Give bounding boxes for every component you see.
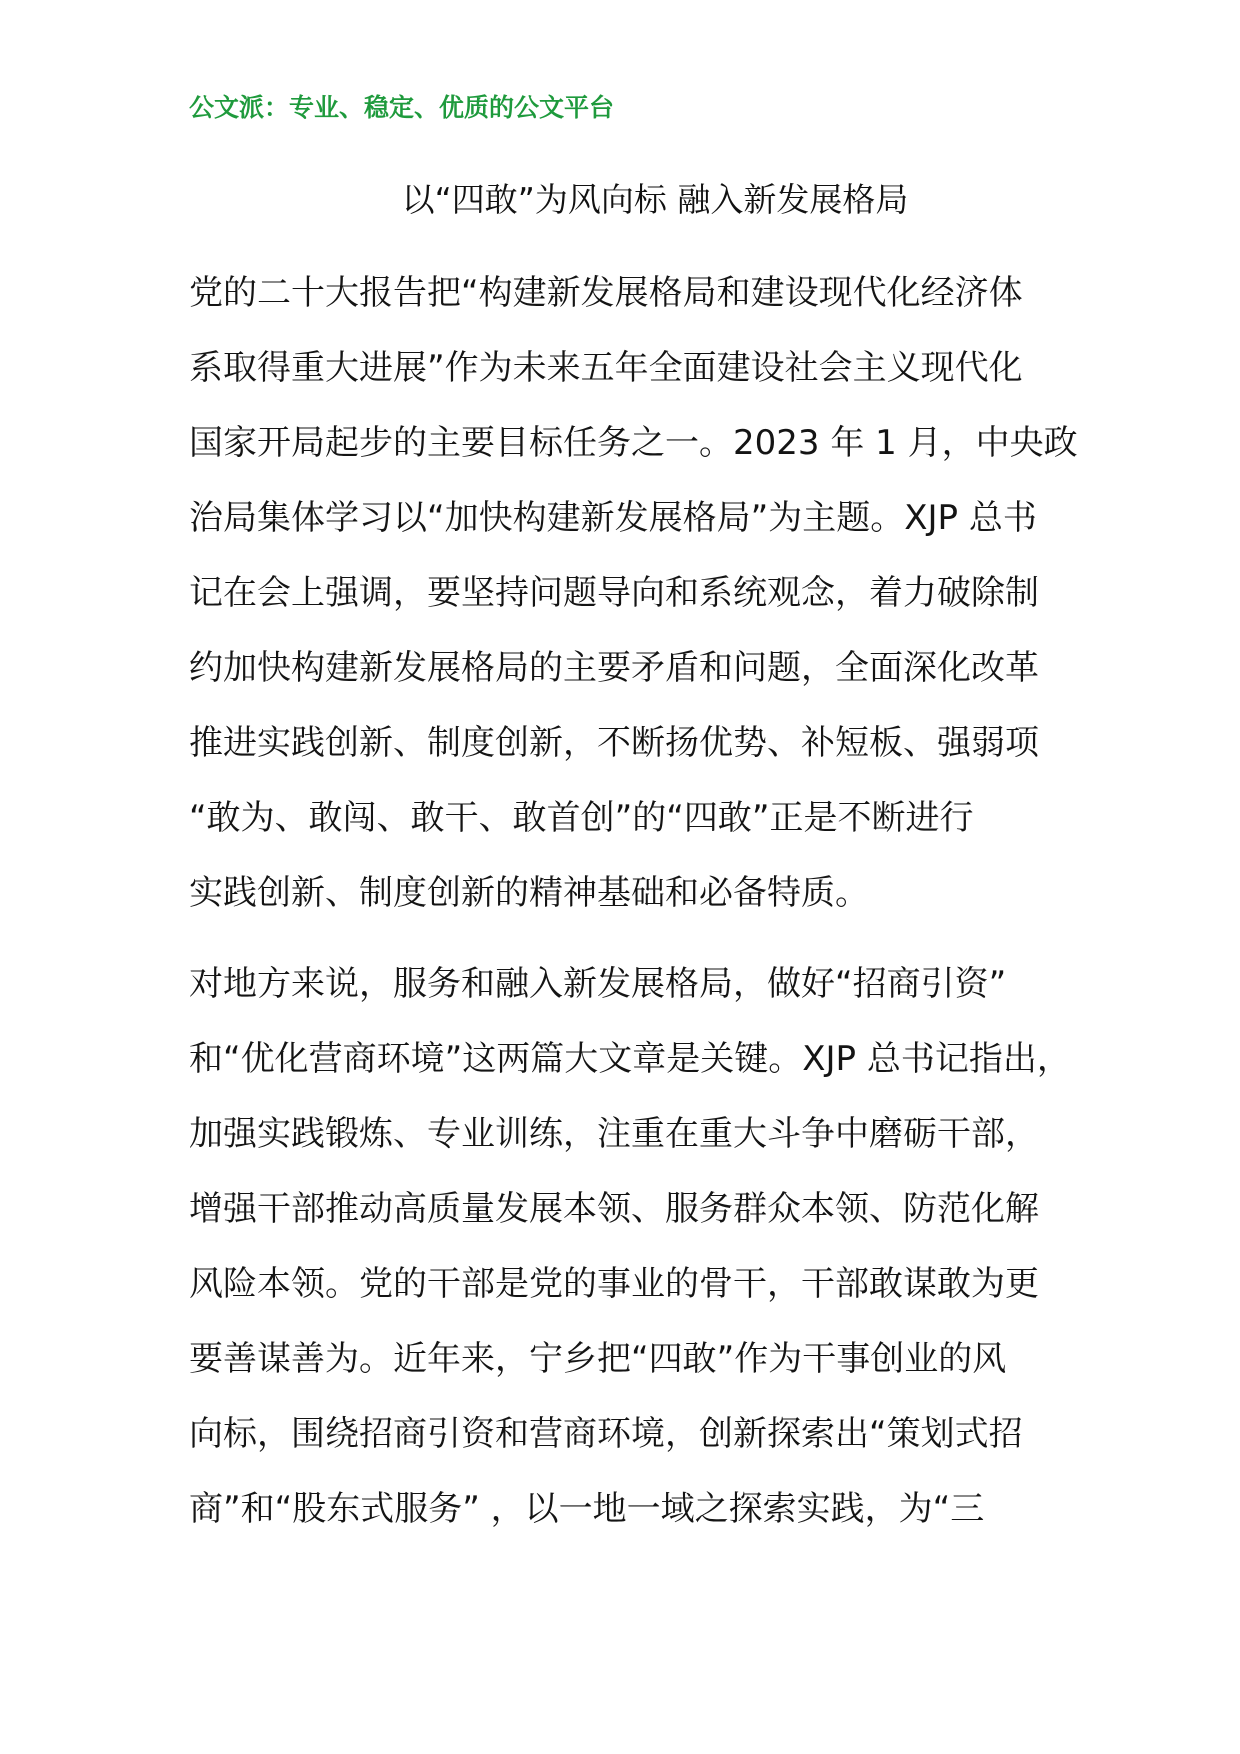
paragraph-line: 向标，围绕招商引资和营商环境，创新探索出“策划式招 (189, 1414, 1023, 1454)
paragraph-line: 治局集体学习以“加快构建新发展格局”为主题。XJP 总书 (189, 498, 1037, 538)
paragraph-line: 系取得重大进展”作为未来五年全面建设社会主义现代化 (189, 348, 1023, 388)
paragraph-line: 约加快构建新发展格局的主要矛盾和问题，全面深化改革 (189, 648, 1039, 688)
paragraph-line: 商”和“股东式服务” ，以一地一域之探索实践，为“三 (189, 1489, 985, 1529)
paragraph-1 (189, 256, 1078, 931)
site-slogan: 公文派：专业、稳定、优质的公文平台 (189, 93, 615, 122)
paragraph-line: 对地方来说，服务和融入新发展格局，做好“招商引资” (189, 964, 1007, 1004)
paragraph-line: 国家开局起步的主要目标任务之一。2023 年 1 月，中央政 (189, 423, 1078, 463)
document-title: 以“四敢”为风向标 融入新发展格局 (401, 180, 909, 219)
paragraph-line: 推进实践创新、制度创新，不断扬优势、补短板、强弱项 (189, 723, 1039, 763)
paragraph-line: 风险本领。党的干部是党的事业的骨干，干部敢谋敢为更 (189, 1264, 1039, 1304)
paragraph-line: 记在会上强调，要坚持问题导向和系统观念，着力破除制 (189, 573, 1039, 613)
paragraph-line: “敢为、敢闯、敢干、敢首创”的“四敢”正是不断进行 (189, 798, 974, 838)
paragraph-line: 加强实践锻炼、专业训练，注重在重大斗争中磨砺干部， (189, 1114, 1039, 1154)
paragraph-line: 党的二十大报告把“构建新发展格局和建设现代化经济体 (189, 273, 1023, 313)
paragraph-line: 增强干部推动高质量发展本领、服务群众本领、防范化解 (189, 1189, 1039, 1229)
paragraph-2 (189, 947, 1069, 1547)
paragraph-line: 和“优化营商环境”这两篇大文章是关键。XJP 总书记指出， (189, 1039, 1071, 1079)
paragraph-line: 要善谋善为。近年来，宁乡把“四敢”作为干事创业的风 (189, 1339, 1007, 1379)
paragraph-line: 实践创新、制度创新的精神基础和必备特质。 (189, 873, 869, 913)
